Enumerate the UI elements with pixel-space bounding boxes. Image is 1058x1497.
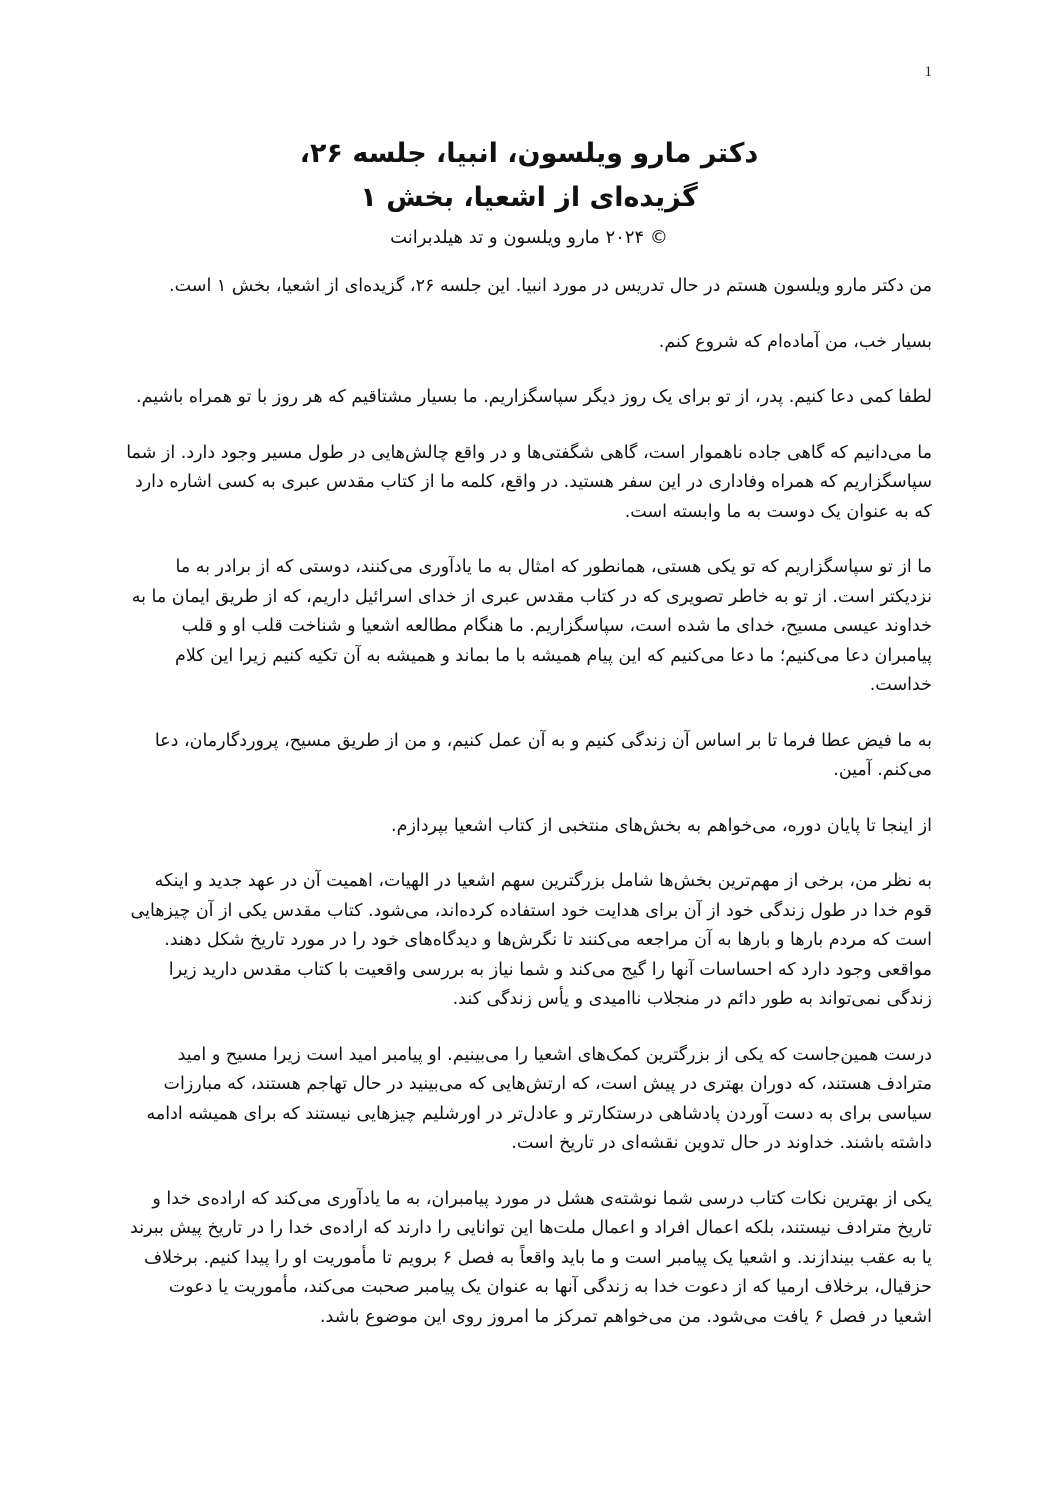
- document-title-line-1: دکتر مارو ویلسون، انبیا، جلسه ۲۶،: [299, 138, 759, 169]
- paragraph-ready: بسیار خب، من آماده‌ام که شروع کنم.: [658, 331, 932, 352]
- paragraph-friend: ما از تو سپاسگزاریم که تو یکی هستی، همانطور که امثال به ما یادآوری می‌کنند، دوستی که از برادر به ما نزدیکتر است. از تو به خاطر تصویری که در کتاب مقدس عبری از خدای اسرائیل داریم، که از طریق ایمان ما به خداوند عیسی مسیح، خدای ما شده است، سپاسگزاریم. ما هنگام مطالعه اشعیا و شناخت قلب او و قلب پیامبران دعا می‌کنیم؛ ما دعا می‌کنیم که این پیام همیشه با ما بماند و همیشه به آن تکیه کنیم زیرا این کلام خداست.: [131, 557, 932, 695]
- paragraph-prayer-start: لطفا کمی دعا کنیم. پدر، از تو برای یک روز دیگر سپاسگزاریم. ما بسیار مشتاقیم که هر روز با تو همراه باشیم.: [136, 387, 932, 407]
- document-title-line-2: گزیده‌ای از اشعیا، بخش ۱: [360, 182, 698, 213]
- paragraph-important-sections: به نظر من، برخی از مهم‌ترین بخش‌ها شامل بزرگترین سهم اشعیا در الهیات، اهمیت آن در عهد جدید و اینکه قوم خدا در طول زندگی خود از آن برای هدایت خود استفاده کرده‌اند، می‌شود. کتاب مقدس یکی از آن چیزهایی است که مردم بارها و بارها به آن مراجعه می‌کنند تا نگرش‌ها و دیدگاه‌های خود را در مورد تاریخ شکل دهند. مواقعی وجود دارد که احساسات آنها را گیج می‌کند و شما نیاز به بررسی واقعیت با کتاب مقدس دارید زیرا زندگی نمی‌تواند به طور دائم در منجلاب ناامیدی و یأس زندگی کند.: [130, 871, 932, 1009]
- document-body: [126, 272, 932, 1358]
- page-number: 1: [924, 64, 932, 80]
- paragraph-course-plan: از اینجا تا پایان دوره، می‌خواهم به بخش‌های منتخبی از کتاب اشعیا بپردازم.: [391, 815, 932, 836]
- copyright-notice: © ۲۰۲۴ مارو ویلسون و تد هیلدبرانت: [390, 227, 668, 248]
- paragraph-heschel: یکی از بهترین نکات کتاب درسی شما نوشته‌ی هشل در مورد پیامبران، به ما یادآوری می‌کند که اراده‌ی خدا و تاریخ مترادف نیستند، بلکه اعمال افراد و اعمال ملت‌ها این توانایی را دارند که اراده‌ی خدا را در تاریخ پیش ببرند یا به عقب بیندازند. و اشعیا یک پیامبر است و ما باید واقعاً به فصل ۶ برویم تا مأموریت او را پیدا کنیم. برخلاف حزقیال، برخلاف ارمیا که از دعوت خدا به زندگی آنها به عنوان یک پیامبر صحبت می‌کند، مأموریت یا دعوت اشعیا در فصل ۶ یافت می‌شود. من می‌خواهم تمرکز ما امروز روی این موضوع باشد.: [130, 1188, 932, 1327]
- paragraph-amen: به ما فیض عطا فرما تا بر اساس آن زندگی کنیم و به آن عمل کنیم، و من از طریق مسیح، پروردگارمان، دعا می‌کنم. آمین.: [154, 730, 932, 780]
- paragraph-prophet-of-hope: درست همین‌جاست که یکی از بزرگترین کمک‌های اشعیا را می‌بینیم. او پیامبر امید است زیرا مسیح و امید مترادف هستند، که دوران بهتری در پیش است، که ارتش‌هایی که می‌بینید در حال تهاجم هستند، که مبارزات سیاسی برای به دست آوردن پادشاهی درستکارتر و عادل‌تر در اورشلیم چیزهایی نیستند که برای همیشه ادامه داشته باشند. خداوند در حال تدوین نقشه‌ای در تاریخ است.: [146, 1044, 932, 1153]
- paragraph-road: ما می‌دانیم که گاهی جاده ناهموار است، گاهی شگفتی‌ها و در واقع چالش‌هایی در طول مسیر وجود دارد. از شما سپاسگزاریم که همراه وفاداری در این سفر هستید. در واقع، کلمه ما از کتاب مقدس عبری به کسی اشاره دارد که به عنوان یک دوست به ما وابسته است.: [126, 442, 932, 522]
- paragraph-intro: من دکتر مارو ویلسون هستم در حال تدریس در مورد انبیا. این جلسه ۲۶، گزیده‌ای از اشعیا، بخش ۱ است.: [169, 276, 932, 296]
- document-header: [126, 132, 932, 254]
